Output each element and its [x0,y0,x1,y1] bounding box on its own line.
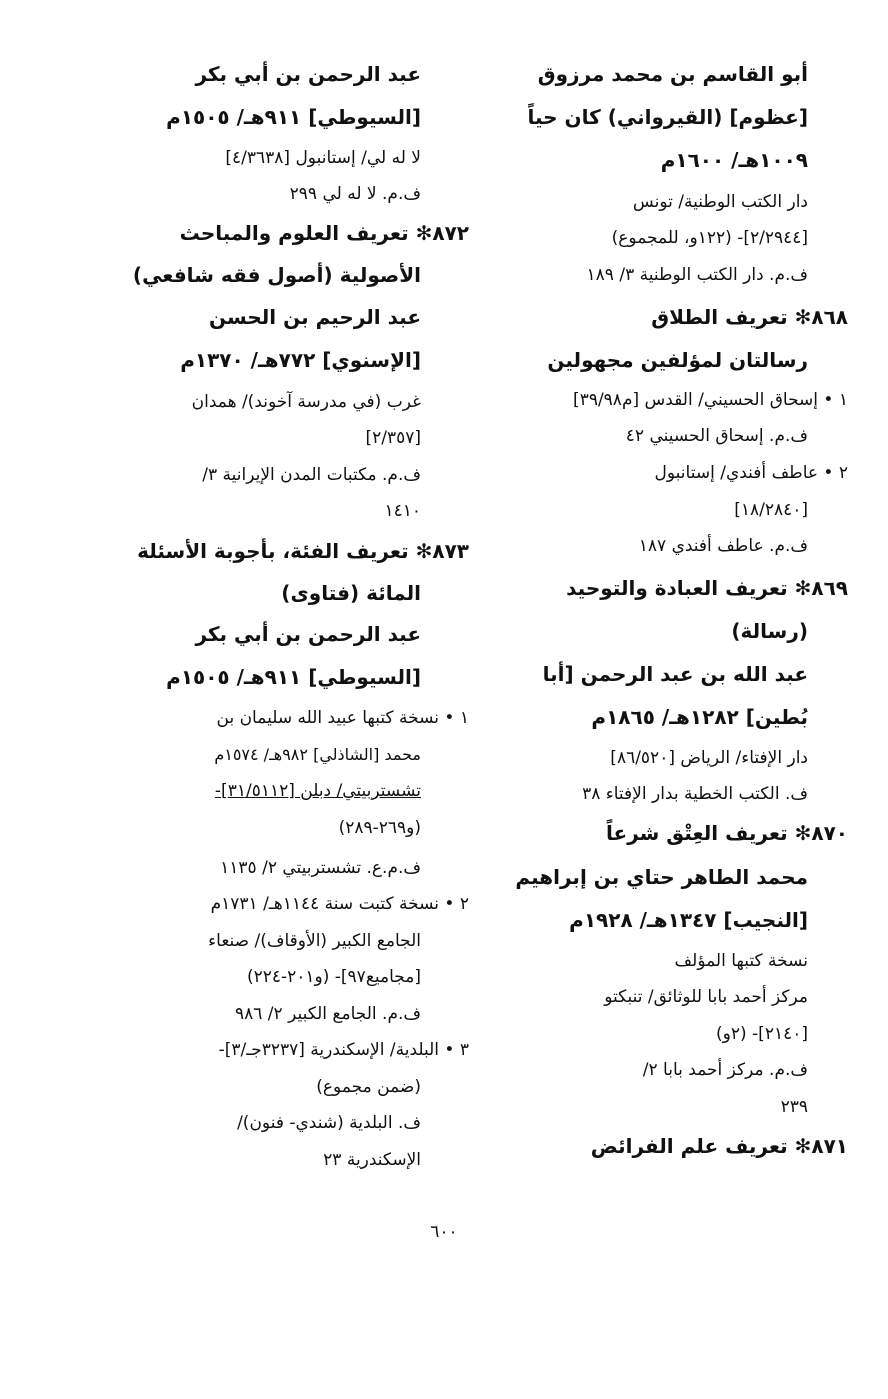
page-number: ٦٠٠ [430,1222,458,1242]
text-line: الإسكندرية ٢٣ [323,1150,421,1170]
text-line: [النجيب] ١٣٤٧هـ/ ١٩٢٨م [569,908,808,932]
entry-heading: ٨٧١✻ تعريف علم الفرائض [590,1134,848,1158]
text-line: بُطين] ١٢٨٢هـ/ ١٨٦٥م [591,705,808,729]
text-line: عبد الله بن عبد الرحمن [أبا [542,662,808,686]
entry-heading: ٨٧٢✻ تعريف العلوم والمباحث [179,221,469,245]
text-line: ف.م. إسحاق الحسيني ٤٢ [625,426,808,446]
text-line: [٢١٤٠]- (٢و) [716,1024,808,1044]
text-line: ١٠٠٩هـ/ ١٦٠٠م [660,148,808,172]
text-line: (ضمن مجموع) [316,1077,421,1097]
text-line: ف. البلدية (شندي- فنون)/ [237,1113,421,1133]
text-line: عبد الرحيم بن الحسن [209,305,421,329]
text-line: عبد الرحمن بن أبي بكر [195,62,421,86]
text-line: [الإسنوي] ٧٧٢هـ/ ١٣٧٠م [180,348,421,372]
text-line: غرب (في مدرسة آخوند)/ همدان [191,392,421,412]
text-line: ف.م. مركز أحمد بابا ٢/ [642,1060,808,1080]
text-line: [عظوم] (القيرواني) كان حياً [527,105,808,129]
text-line: [السيوطي] ٩١١هـ/ ١٥٠٥م [166,665,421,689]
text-line: [مجاميع٩٧]- (و٢٠١-٢٢٤) [246,967,421,987]
text-line: نسخة كتبها المؤلف [674,951,808,971]
entry-heading: ٨٧٣✻ تعريف الفئة، بأجوبة الأسئلة [137,539,469,563]
text-line: [٢/٢٩٤٤]- (١٢٢و، للمجموع) [611,228,808,248]
text-line: [٢/٣٥٧] [365,428,421,448]
text-line: الأصولية (أصول فقه شافعي) [132,263,421,287]
text-line: الجامع الكبير (الأوقاف)/ صنعاء [208,931,421,951]
text-line: عبد الرحمن بن أبي بكر [195,622,421,646]
entry-heading: ٨٦٨✻ تعريف الطلاق [651,305,848,329]
text-line: المائة (فتاوى) [281,581,421,605]
text-line: ف.م. مكتبات المدن الإيرانية ٣/ [202,465,421,485]
text-line: ٢ • عاطف أفندي/ إستانبول [654,463,848,483]
text-line: محمد الطاهر حتاي بن إبراهيم [515,865,808,889]
text-line: ف. الكتب الخطية بدار الإفتاء ٣٨ [582,784,808,804]
text-line: محمد [الشاذلي] ٩٨٢هـ/ ١٥٧٤م [214,745,421,764]
text-line: ٢٣٩ [780,1097,808,1117]
text-line: ف.م. دار الكتب الوطنية ٣/ ١٨٩ [586,265,808,285]
entry-heading: ٨٦٩✻ تعريف العبادة والتوحيد [566,576,848,600]
text-line: (رسالة) [731,619,808,643]
text-line: مركز أحمد بابا للوثائق/ تنبكتو [604,987,808,1007]
text-line: ف.م. الجامع الكبير ٢/ ٩٨٦ [235,1004,421,1024]
text-line: رسالتان لمؤلفين مجهولين [547,348,808,372]
text-line: [١٨/٢٨٤٠] [734,500,808,520]
text-line: دار الإفتاء/ الرياض [٨٦/٥٢٠] [610,748,808,768]
text-line: ف.م.ع. تشستربيتي ٢/ ١١٣٥ [220,858,421,878]
text-line: ١٤١٠ [384,501,421,521]
text-line: دار الكتب الوطنية/ تونس [632,192,808,212]
text-line: تشستربيتي/ دبلن [٣١/٥١١٢]- [214,781,421,801]
text-line: ٣ • البلدية/ الإسكندرية [٣٢٣٧جـ/٣]- [218,1040,469,1060]
text-line: ١ • نسخة كتبها عبيد الله سليمان بن [216,708,469,728]
text-line: لا له لي/ إستانبول [٤/٣٦٣٨] [225,148,421,168]
text-line: (و٢٦٩-٢٨٩) [338,818,421,838]
entry-heading: ٨٧٠✻ تعريف العِتْق شرعاً [606,821,848,845]
text-line: ٢ • نسخة كتبت سنة ١١٤٤هـ/ ١٧٣١م [210,894,469,914]
text-line: ف.م. عاطف أفندي ١٨٧ [638,536,808,556]
text-line: أبو القاسم بن محمد مرزوق [537,62,808,86]
text-line: ١ • إسحاق الحسيني/ القدس [م٣٩/٩٨] [573,390,848,410]
text-line: [السيوطي] ٩١١هـ/ ١٥٠٥م [166,105,421,129]
text-line: ف.م. لا له لي ٢٩٩ [289,184,421,204]
